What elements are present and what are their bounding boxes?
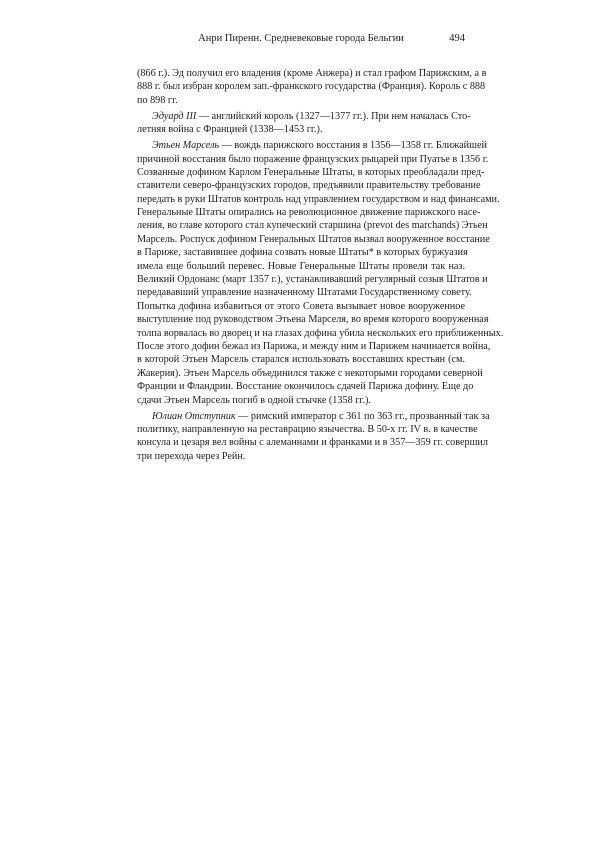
text-line <box>137 410 490 423</box>
line-text: — английский король (1327—1377 гг.). При нем началась Сто- <box>196 110 471 122</box>
line-text: в Париже, заставившее дофина созвать новые Штаты* в которых буржуазия <box>137 247 468 259</box>
line-text: Франции и Фландрии. Восстание окончилось сдачей Парижа дофину. Еще до <box>137 381 474 393</box>
text-line <box>137 340 491 353</box>
paragraph <box>137 67 487 107</box>
text-line <box>137 110 471 123</box>
line-text: После этого дофин бежал из Парижа, и между ним и Парижем начинается война, <box>137 341 491 352</box>
line-text: консула и цезаря вел войны с алеманнами и франками и в 357—359 гг. совершил <box>137 437 488 449</box>
line-text: — вождь парижского восстания в 1356—1358 гг. Ближайшей <box>219 140 487 152</box>
text-line <box>137 123 465 136</box>
line-text: ставители северо-французских городов, предъявили правительству требование <box>137 180 481 192</box>
line-text: имела еще больший перевес. Новые Генеральные Штаты провели так наз. <box>137 260 465 272</box>
text-line <box>137 260 465 273</box>
text-line <box>137 380 474 393</box>
text-line <box>137 153 489 166</box>
text-line <box>137 246 468 259</box>
glossary-term: Юлиан Отступник <box>152 410 236 422</box>
paragraph <box>137 110 471 137</box>
line-text: сдачи Этьен Марсель погиб в одной стычке (1358 гг.). <box>137 394 371 406</box>
text-line <box>137 219 488 232</box>
line-text: Генеральные Штаты опирались на революционное движение парижского насе- <box>137 207 481 219</box>
text-line <box>137 193 500 206</box>
line-text: по 898 гг. <box>137 94 178 106</box>
text-line <box>137 313 489 326</box>
text-line <box>137 273 488 286</box>
glossary-term: Эдуард III <box>152 110 197 122</box>
line-text: передать в руки Штатов контроль над управлением государством и над финансами. <box>137 193 500 205</box>
text-line <box>137 206 481 219</box>
glossary-term: Этьен Марсель <box>152 140 220 152</box>
text-line <box>137 353 465 366</box>
text-line <box>137 139 487 152</box>
text-line <box>137 367 483 380</box>
line-text: в которой Этьен Марсель старался использовать восставших крестьян (см. <box>137 354 465 366</box>
line-text: толпа ворвалась во дворец и на глазах дофина убила нескольких его приближенных. <box>137 327 504 339</box>
paragraph <box>137 139 504 407</box>
line-text: (866 г.). Эд получил его владения (кроме Анжера) и стал графом Парижским, а в <box>137 68 487 79</box>
text-line <box>137 166 485 179</box>
line-text: три перехода через Рейн. <box>137 450 246 462</box>
line-text: политику, направленную на реставрацию язычества. В 50-х гг. IV в. в качестве <box>137 423 478 435</box>
text-line <box>137 394 465 407</box>
line-text: Марсель. Роспуск дофином Генеральных Штатов вызвал вооруженное восстание <box>137 233 490 245</box>
page-body <box>137 67 504 466</box>
line-text: Великий Ордонанс (март 1357 г.), устанавливавший регулярный созыв Штатов и <box>137 274 488 286</box>
line-text: ления, во главе которого стал купеческий старшина (prevot des marchands) Этьен <box>137 220 488 232</box>
running-header <box>137 33 465 47</box>
line-text: летняя война с Францией (1338—1453 гг.). <box>137 124 323 136</box>
header-title: Анри Пиренн. Средневековые города Бельгии <box>198 33 404 44</box>
line-text: Попытка дофина избавиться от этого Совета вызывает новое вооруженное <box>137 300 465 312</box>
line-text: Созванные дофином Карлом Генеральные Штаты, в которых преобладали пред- <box>137 166 485 178</box>
line-text: передававший управление назначенному Штатами Государственному совету. <box>137 287 472 299</box>
page-number: 494 <box>449 33 465 44</box>
text-line <box>137 300 465 313</box>
line-text: выступление под руководством Этьена Марселя, во время которого вооруженная <box>137 314 489 326</box>
text-line <box>137 286 472 299</box>
text-line <box>137 67 487 80</box>
text-line <box>137 80 486 93</box>
text-line <box>137 327 504 340</box>
text-line <box>137 450 465 463</box>
line-text: Жакерия). Этьен Марсель объединился также с некоторыми городами северной <box>137 367 483 379</box>
line-text: 888 г. был избран королем зап.-франкского государства (Франция). Король с 888 <box>137 81 486 93</box>
line-text: — римский император с 361 по 363 гг., прозванный так за <box>235 410 490 422</box>
text-line <box>137 179 481 192</box>
paragraph <box>137 410 490 464</box>
text-line <box>137 423 478 436</box>
text-line <box>137 436 488 449</box>
line-text: причиной восстания было поражение французских рыцарей при Пуатье в 1356 г. <box>137 153 489 165</box>
text-line <box>137 94 465 107</box>
text-line <box>137 233 490 246</box>
